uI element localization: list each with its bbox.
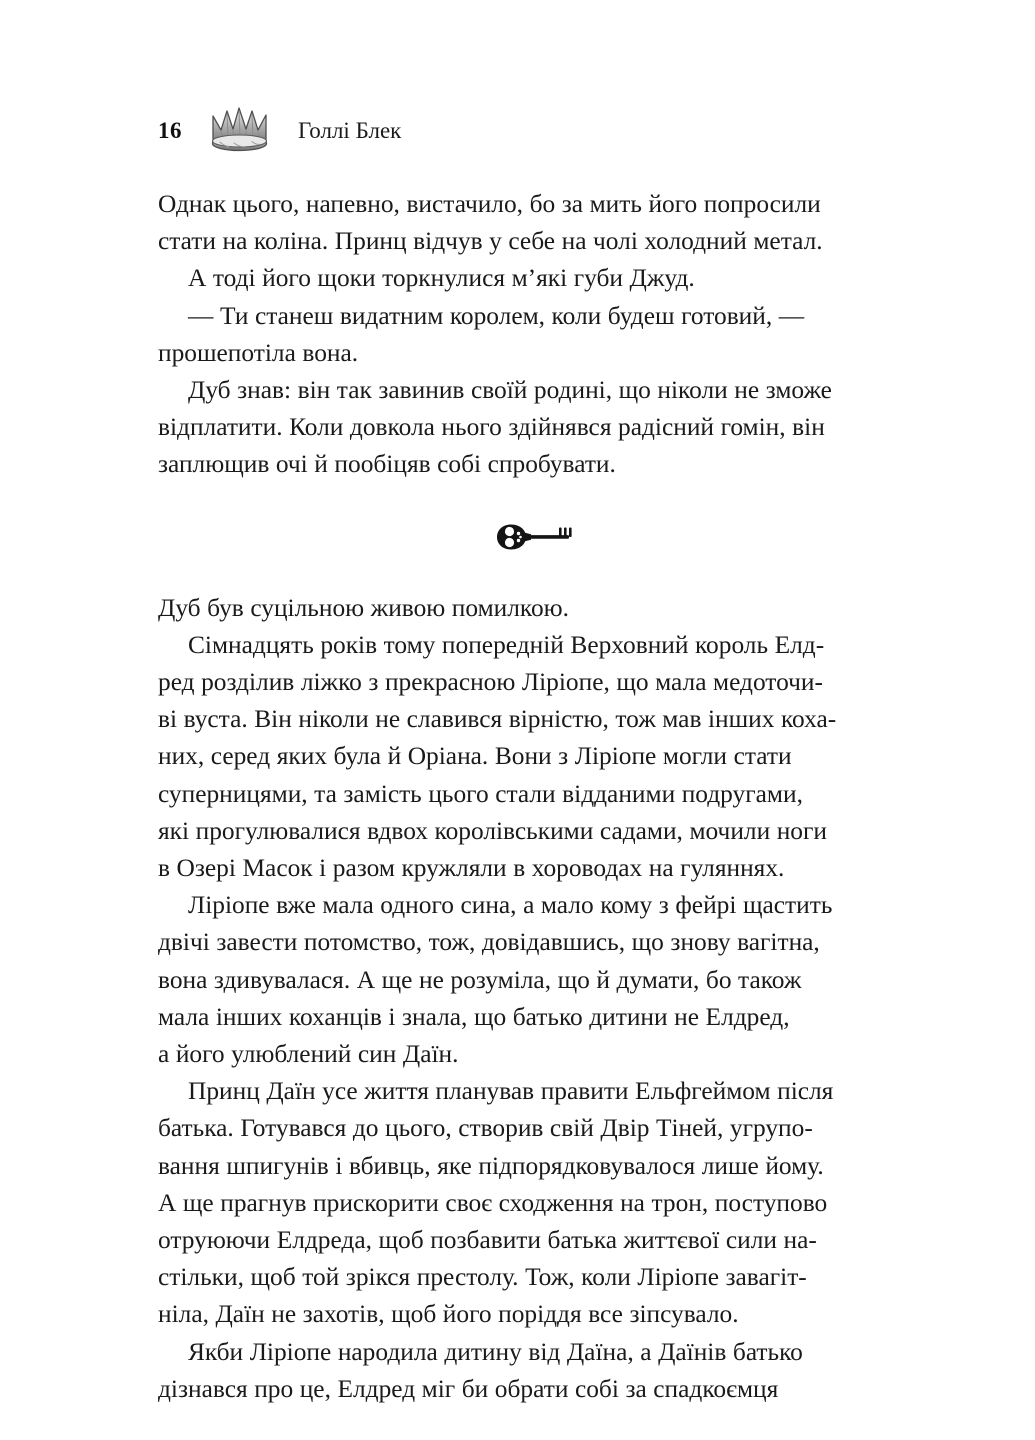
line: суперницями, та замість цього стали відданими подругами, — [158, 779, 803, 808]
line: Дуб знав: він так завинив своїй родині, що ніколи не зможе — [188, 376, 832, 405]
line: А тоді його щоки торкнулися м’які губи Джуд. — [188, 264, 695, 293]
line: — Ти станеш видатним королем, коли будеш готовий, — — [188, 301, 805, 330]
line: ніла, Даїн не захотів, щоб його поріддя все зіпсувало. — [158, 1300, 739, 1329]
paragraph — [158, 298, 918, 372]
running-header — [158, 104, 918, 156]
line: прошепотіла вона. — [158, 338, 359, 367]
line: дізнався про це, Елдред міг би обрати собі за спадкоємця — [158, 1374, 779, 1403]
paragraph — [158, 590, 918, 627]
paragraph — [158, 186, 918, 260]
paragraph — [158, 627, 918, 887]
line: відплатити. Коли довкола нього здійнявся радісний гомін, він — [158, 413, 825, 442]
body-text — [158, 186, 918, 1408]
paragraph — [158, 372, 918, 484]
line: А ще прагнув прискорити своє сходження на трон, поступово — [158, 1188, 828, 1217]
line: Сімнадцять років тому попередній Верховний король Елд- — [188, 630, 825, 659]
line: Принц Даїн усе життя планував правити Ельфгеймом після — [188, 1077, 834, 1106]
line: них, серед яких була й Оріана. Вони з Ліріопе могли стати — [158, 742, 792, 771]
section-break-ornament — [158, 484, 918, 590]
line: заплющив очі й пообіцяв собі спробувати. — [158, 450, 616, 479]
section-one — [158, 186, 918, 484]
page-number: 16 — [158, 117, 182, 143]
line: ві вуста. Він ніколи не славився вірністю, тож мав інших коха- — [158, 705, 837, 734]
author-name: Голлі Блек — [298, 117, 402, 143]
line: а його улюблений син Даїн. — [158, 1040, 459, 1069]
paragraph — [158, 887, 918, 1073]
line: в Озері Масок і разом кружляли в хороводах на гуляннях. — [158, 854, 785, 883]
line: стільки, щоб той зрікся престолу. Тож, коли Ліріопе завагіт- — [158, 1263, 807, 1292]
line: отруюючи Елдреда, щоб позбавити батька життєвої сили на- — [158, 1226, 817, 1255]
line: батька. Готувався до цього, створив свій Двір Тіней, угрупо- — [158, 1114, 813, 1143]
line: двічі завести потомство, тож, довідавшись, що знову вагітна, — [158, 928, 820, 957]
line: Однак цього, напевно, вистачило, бо за мить його попросили — [158, 190, 821, 218]
paragraph — [158, 260, 918, 297]
line: Дуб був суцільною живою помилкою. — [158, 593, 569, 622]
line: Ліріопе вже мала одного сина, а мало кому з фейрі щастить — [188, 891, 833, 920]
line: вона здивувалася. А ще не розуміла, що й думати, бо також — [158, 965, 802, 994]
section-two — [158, 590, 918, 1408]
crown-icon — [206, 105, 280, 155]
line: Якби Ліріопе народила дитину від Даїна, а Даїнів батько — [188, 1337, 803, 1366]
paragraph — [158, 1334, 918, 1408]
key-icon — [495, 522, 581, 552]
line: які прогулювалися вдвох королівськими садами, мочили ноги — [158, 816, 828, 845]
line: ред розділив ліжко з прекрасною Ліріопе, що мала медоточи- — [158, 668, 823, 697]
paragraph — [158, 1073, 918, 1333]
line: стати на коліна. Принц відчув у себе на чолі холодний метал. — [158, 227, 823, 256]
line: вання шпигунів і вбивць, яке підпорядковувалося лише йому. — [158, 1151, 824, 1180]
line: мала інших коханців і знала, що батько дитини не Елдред, — [158, 1002, 790, 1031]
